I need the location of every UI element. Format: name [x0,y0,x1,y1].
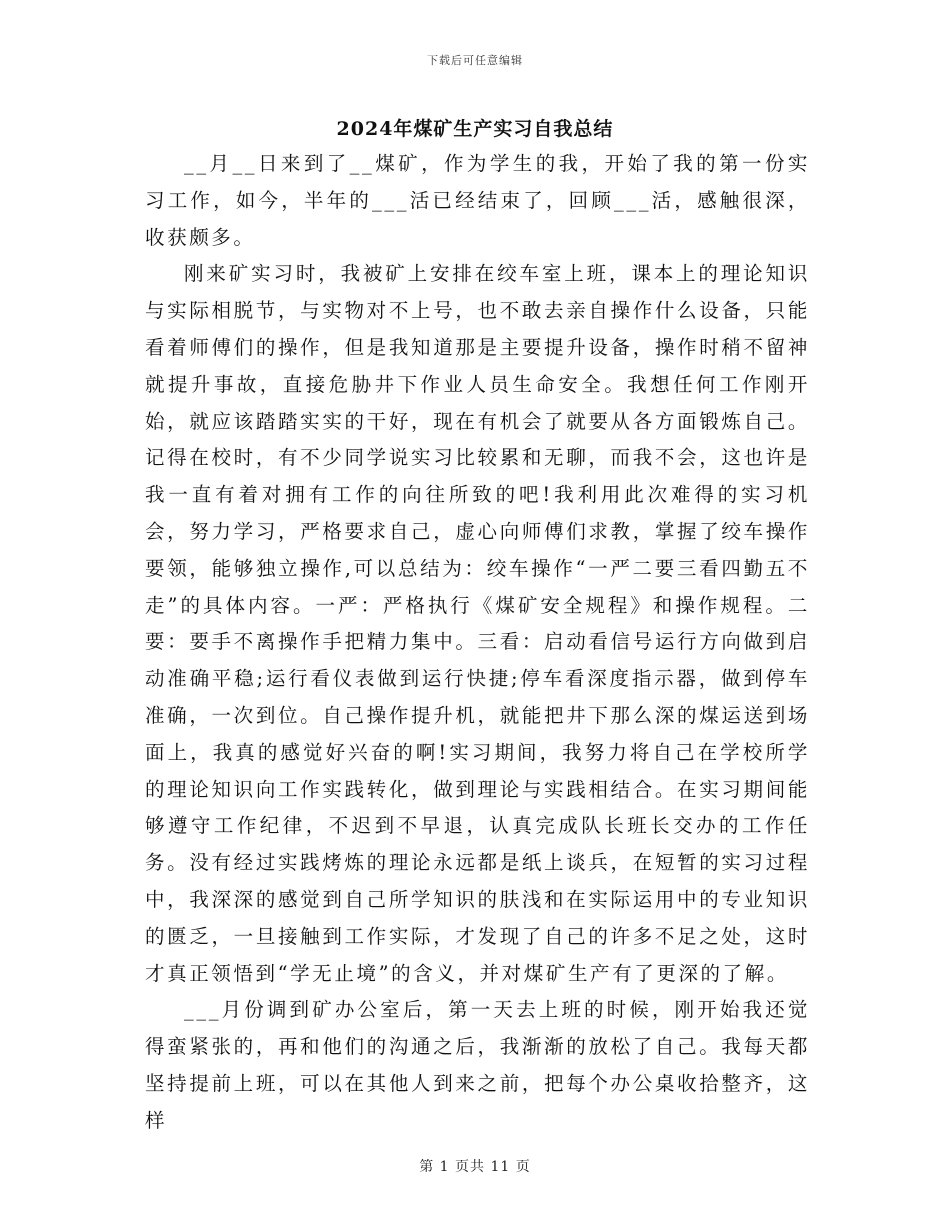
header-note: 下载后可任意编辑 [427,54,523,67]
page-footer: 第 1 页共 11 页 [419,1159,531,1175]
paragraph-3: ___月份调到矿办公室后，第一天去上班的时候，刚开始我还觉得蛮紧张的，再和他们的沟通之后，我渐渐的放松了自己。我每天都坚持提前上班，可以在其他人到来之前，把每个办公桌收拾整齐，这样 [145,998,810,1132]
document-body [145,146,810,1140]
paragraph-2: 刚来矿实习时，我被矿上安排在绞车室上班，课本上的理论知识与实际相脱节，与实物对不上号，也不敢去亲自操作什么设备，只能看着师傅们的操作，但是我知道那是主要提升设备，操作时稍不留神就提升事故，直接危胁井下作业人员生命安全。我想任何工作刚开始，就应该踏踏实实的干好，现在有机会了就要从各方面锻炼自己。记得在校时，有不少同学说实习比较累和无聊，而我不会，这也许是我一直有着对拥有工作的向往所致的吧!我利用此次难得的实习机会，努力学习，严格要求自己，虚心向师傅们求教，掌握了绞车操作要领，能够独立操作,可以总结为：绞车操作“一严二要三看四勤五不走”的具体内容。一严：严格执行《煤矿安全规程》和操作规程。二要：要手不离操作手把精力集中。三看：启动看信号运行方向做到启动准确平稳;运行看仪表做到运行快捷;停车看深度指示器，做到停车准确，一次到位。自己操作提升机，就能把井下那么深的煤运送到场面上，我真的感觉好兴奋的啊!实习期间，我努力将自己在学校所学的理论知识向工作实践转化，做到理论与实践相结合。在实习期间能够遵守工作纪律，不迟到不早退，认真完成队长班长交办的工作任务。没有经过实践烤炼的理论永远都是纸上谈兵，在短暂的实习过程中，我深深的感觉到自己所学知识的肤浅和在实际运用中的专业知识的匮乏，一旦接触到工作实际，才发现了自己的许多不足之处，这时才真正领悟到“学无止境”的含义，并对煤矿生产有了更深的了解。 [145,262,810,985]
document-title: 2024年煤矿生产实习自我总结 [336,118,614,140]
paragraph-1: __月__日来到了__煤矿，作为学生的我，开始了我的第一份实习工作，如今，半年的___活已经结束了，回顾___活，感触很深，收获颇多。 [145,152,810,249]
